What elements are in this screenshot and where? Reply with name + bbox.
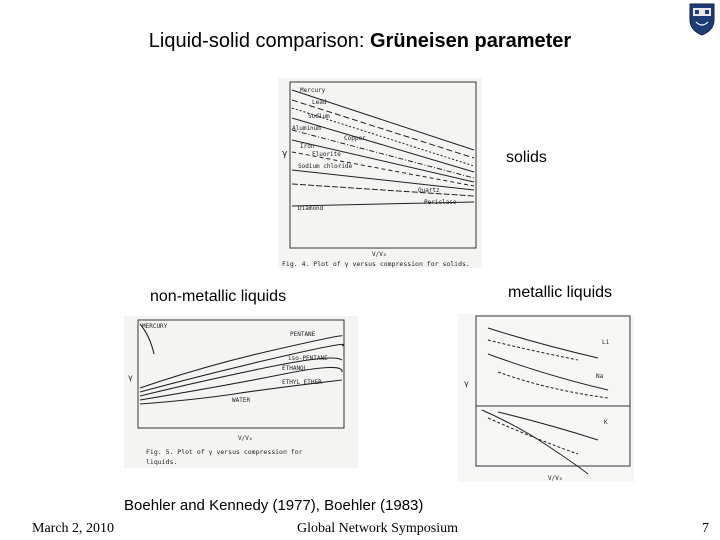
slide-title-bold: Grüneisen parameter: [370, 30, 572, 52]
liquid-curve-label: iso-PENTANE: [288, 355, 328, 362]
metallic-liquids-figure: [458, 314, 634, 482]
metal-label-li: Li: [602, 339, 610, 346]
solids-curve-label: Mercury: [300, 87, 326, 94]
solids-curve-label: Periclase: [424, 199, 457, 206]
liquid-caption-line1: Fig. 5. Plot of γ versus compression for: [146, 448, 303, 456]
metallic-liquids-label: metallic liquids: [508, 284, 613, 301]
university-logo: [688, 2, 716, 36]
citation: Boehler and Kennedy (1977), Boehler (1983): [124, 497, 424, 514]
liquid-curve-label: PENTANE: [290, 331, 316, 338]
nonmetallic-liquids-label: non-metallic liquids: [150, 288, 287, 305]
footer-page-number: 7: [702, 521, 709, 536]
liquid-curve-label: MERCURY: [142, 323, 168, 330]
solids-caption: Fig. 4. Plot of γ versus compression for solids.: [282, 260, 470, 268]
footer-date: March 2, 2010: [32, 521, 115, 536]
metal-y-label: γ: [464, 379, 469, 388]
solids-curve-label: Sodium: [308, 113, 330, 120]
solids-figure: [278, 78, 482, 268]
nonmetallic-liquids-figure: [124, 316, 358, 468]
liquid-curve-label: WATER: [232, 397, 251, 404]
solids-x-label: V/V₀: [372, 251, 387, 258]
solids-gamma-label: γ: [282, 149, 288, 159]
solids-curve-label: Quartz: [418, 187, 440, 194]
metal-label-na: Na: [596, 373, 604, 380]
liquid-y-label: γ: [128, 373, 133, 382]
solids-curve-label: Copper: [344, 135, 366, 142]
solids-curve-label: Fluorite: [312, 151, 341, 158]
metal-label-k: K: [604, 419, 608, 426]
solids-curve-label: Diamond: [298, 205, 324, 212]
liquid-curve-label: ETHANOL: [282, 365, 308, 372]
metal-x-label: V/V₀: [548, 475, 563, 482]
liquid-caption-line2: liquids.: [146, 458, 178, 466]
slide-title: [0, 30, 720, 53]
solids-curve-label: Sodium chloride: [298, 163, 353, 170]
liquid-x-label: V/V₀: [238, 435, 253, 442]
solids-label: solids: [506, 149, 547, 166]
solids-curve-label: Iron: [300, 143, 315, 150]
slide-title-prefix: Liquid-solid comparison:: [148, 30, 371, 52]
footer-event: Global Network Symposium: [297, 521, 458, 536]
solids-curve-label: Lead: [312, 99, 327, 106]
solids-curve-label: Aluminum: [292, 125, 321, 132]
liquid-curve-label: ETHYL ETHER: [282, 379, 322, 386]
